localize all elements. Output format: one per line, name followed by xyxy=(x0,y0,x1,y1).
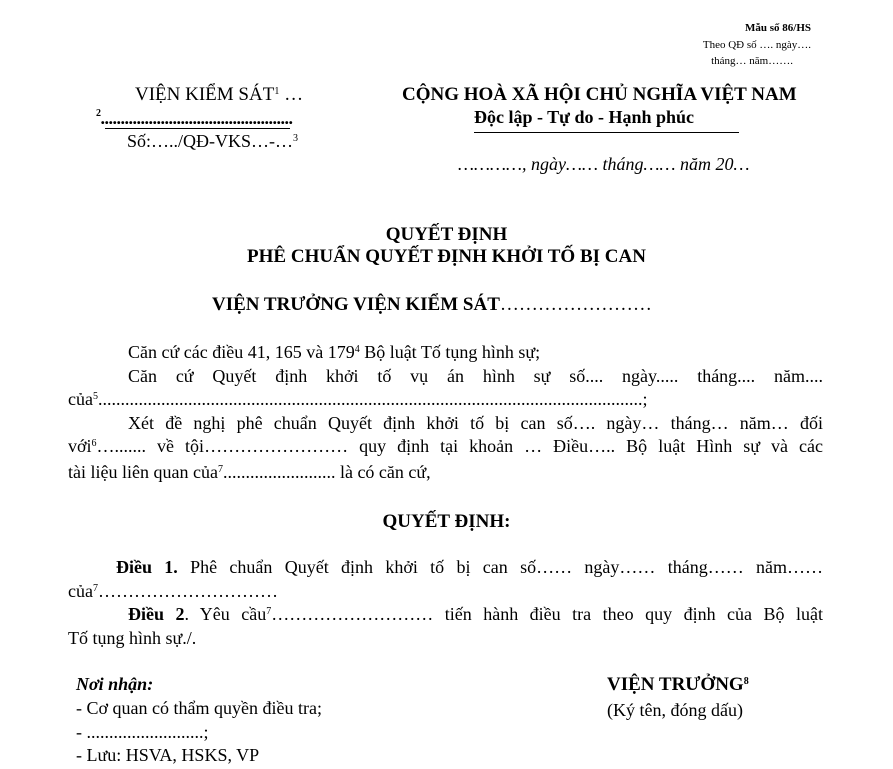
national-title: CỘNG HOÀ XÃ HỘI CHỦ NGHĨA VIỆT NAM xyxy=(402,84,797,105)
recipient-item: - Cơ quan có thẩm quyền điều tra; xyxy=(76,698,322,718)
ground-1: Căn cứ các điều 41, 165 và $179^4$ Bộ luật Tố tụng hình sự; xyxy=(128,342,541,362)
recipients-title: Nơi nhận: xyxy=(76,674,154,694)
article-2-line1: Điều 2. Yêu cầu$^7$……………………… tiến hành điều tra theo quy định của Bộ luật xyxy=(128,604,823,624)
place-date-line: …………, ngày…… tháng…… năm 20… xyxy=(458,154,750,174)
article-1-line1: Điều 1. Phê chuẩn Quyết định khởi tố bị can số…… ngày…… tháng…… năm…… xyxy=(116,557,823,577)
ground-3-line3: tài liệu liên quan của$^7$......................... là có căn cứ, xyxy=(68,462,431,482)
recipient-item: - Lưu: HSVA, HSKS, VP xyxy=(76,745,260,765)
document-title: QUYẾT ĐỊNH xyxy=(385,224,508,245)
form-reference-line2: tháng… năm……. xyxy=(711,55,793,67)
agency-divider xyxy=(105,128,290,129)
decision-heading: QUYẾT ĐỊNH: xyxy=(382,511,511,532)
ground-2-line2: của$^5$.........................................................................................................................; xyxy=(68,389,648,409)
ground-2-line1: Căn cứ Quyết định khởi tố vụ án hình sự số.... ngày..... tháng.... năm.... xyxy=(128,366,823,386)
motto-divider xyxy=(474,132,739,133)
national-motto: Độc lập - Tự do - Hạnh phúc xyxy=(474,107,695,127)
article-1-line2: của$^7$………………………… xyxy=(68,581,278,601)
signer-title: VIỆN TRƯỞNG$^8$ xyxy=(607,674,749,695)
article-2-line2: Tố tụng hình sự./. xyxy=(68,628,197,648)
agency-name: VIỆN KIỂM SÁT$^1$ … xyxy=(135,84,304,105)
ground-3-line1: Xét đề nghị phê chuẩn Quyết định khởi tố bị can số…. ngày… tháng… năm… đối xyxy=(128,413,823,433)
form-number: Mẫu số 86/HS xyxy=(744,22,811,34)
issuer-heading: VIỆN TRƯỞNG VIỆN KIỂM SÁT…………………… xyxy=(212,294,652,315)
recipient-item: - ..........................; xyxy=(76,722,209,742)
document-subtitle: PHÊ CHUẨN QUYẾT ĐỊNH KHỞI TỐ BỊ CAN xyxy=(247,246,646,267)
ground-3-line2: với$^6$…....... về tội…………………… quy định tại khoản … Điều….. Bộ luật Hình sự và các xyxy=(68,436,823,456)
document-number: Số:…../QĐ-VKS…-…$^3$ xyxy=(127,131,299,151)
signature-note: (Ký tên, đóng dấu) xyxy=(607,700,743,720)
form-reference-line1: Theo QĐ số …. ngày…. xyxy=(702,39,811,51)
agency-subunit-placeholder: $^2$................................................ xyxy=(96,108,293,128)
